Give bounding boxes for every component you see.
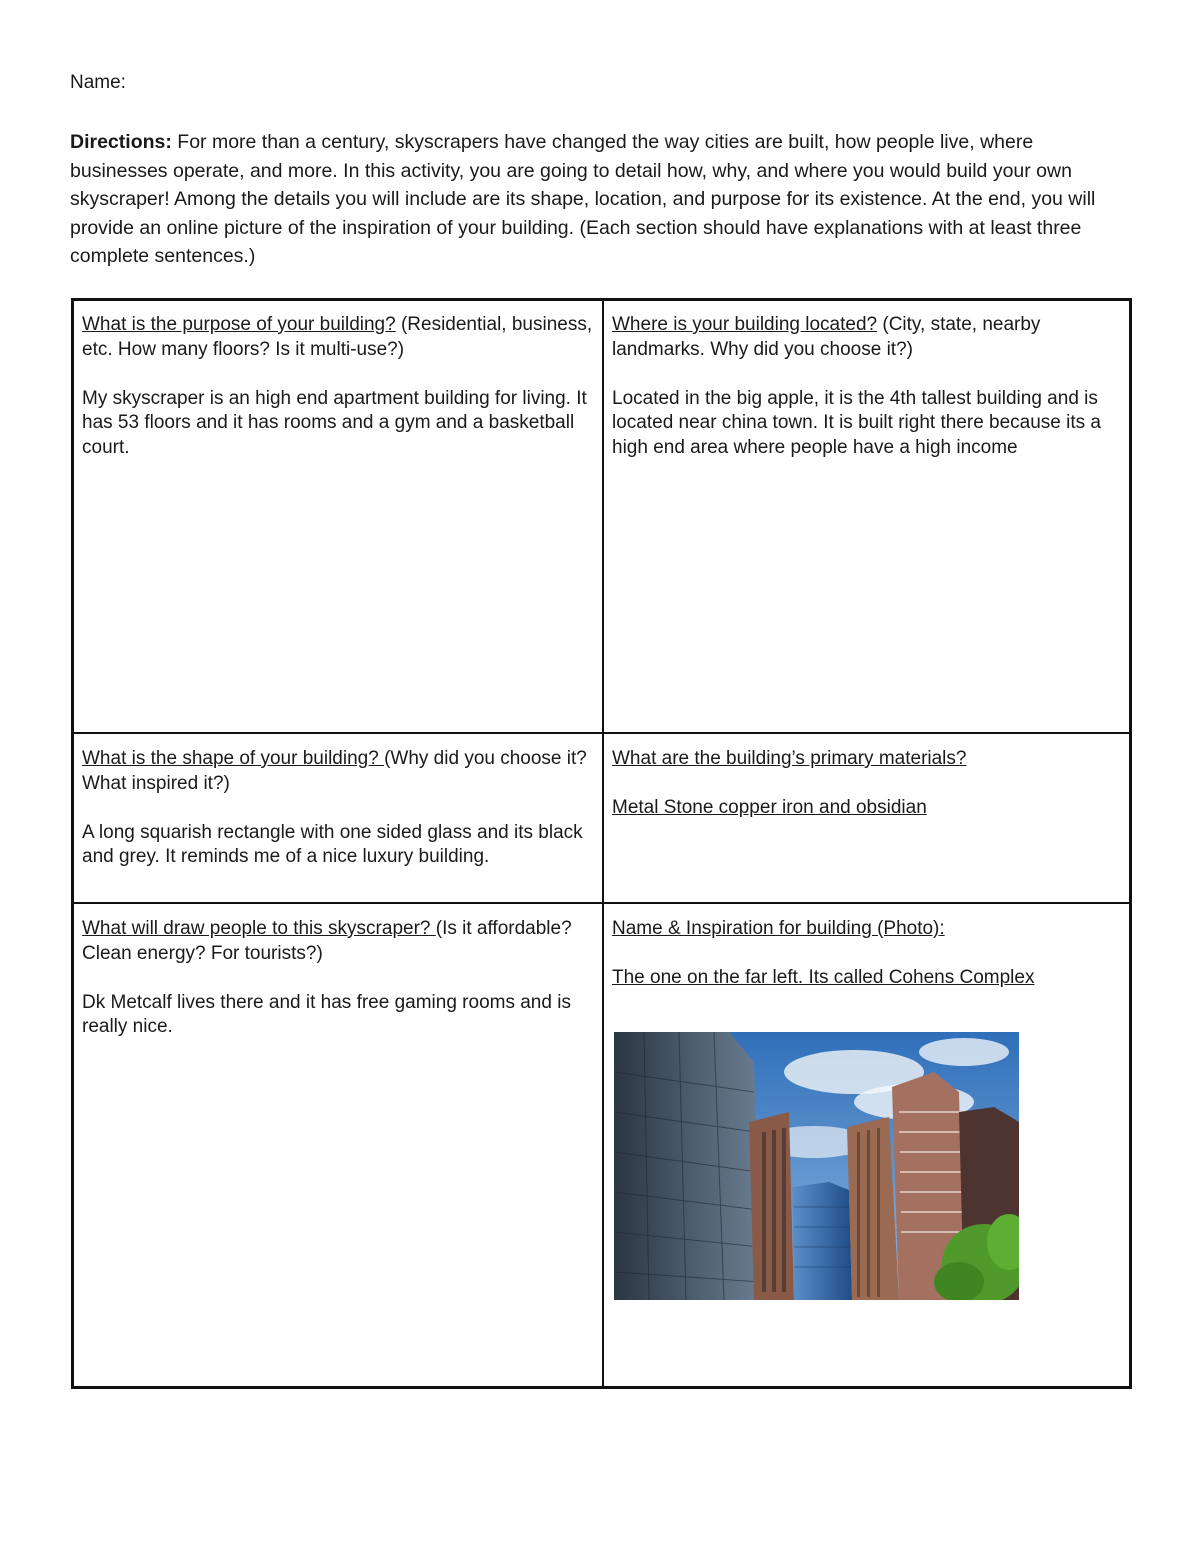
cell-materials [604,747,1129,821]
cell-draw [74,917,602,1040]
inspiration-photo [614,1032,1019,1300]
worksheet-grid [71,298,1132,1389]
center-blue-tower [792,1182,852,1300]
purpose-hint: (Residential, business, etc. How many floors? Is it multi-use?) [82,314,593,360]
directions [70,128,1135,271]
draw-answer: Dk Metcalf lives there and it has free gaming rooms and is really nice. [82,991,571,1037]
directions-text: For more than a century, skyscrapers have changed the way cities are built, how people live, where businesses operate, and more. In this activity, you are going to detail how, why, and where you would build your own skyscraper! Among the details you will include are its shape, location, and purpose for its existence. At the end, you will provide an online picture of the inspiration of your building. (Each section should have explanations with at least three complete sentences.) [70,131,1096,268]
shape-question: What is the shape of your building? [82,748,385,769]
shape-answer: A long squarish rectangle with one sided glass and its black and grey. It reminds me of a nice luxury building. [82,821,583,867]
brown-building [749,1112,794,1300]
inspiration-question: Name & Inspiration for building (Photo): [612,918,945,939]
materials-answer: Metal Stone copper iron and obsidian [612,797,927,818]
grid-row-divider-1 [74,732,1129,734]
grid-row-divider-2 [74,902,1129,904]
location-question: Where is your building located? [612,314,878,335]
shape-hint: (Why did you choose it? What inspired it?) [82,748,587,794]
directions-label: Directions: [70,131,172,153]
purpose-question: What is the purpose of your building? [82,314,396,335]
cell-location [604,313,1129,460]
cell-inspiration [604,917,1129,1387]
cell-shape [74,747,602,870]
name-line: Name: [70,72,126,93]
location-answer: Located in the big apple, it is the 4th tallest building and is located near china town. It is built right there because its a high end area where people have a high income [612,387,1101,458]
location-hint: (City, state, nearby landmarks. Why did you choose it?) [612,314,1041,360]
left-glass-tower [614,1032,762,1300]
draw-hint: (Is it affordable? Clean energy? For tourists?) [82,918,572,964]
purpose-answer: My skyscraper is an high end apartment building for living. It has 53 floors and it has rooms and a gym and a basketball court. [82,387,587,458]
cell-purpose [74,313,602,460]
inspiration-answer: The one on the far left. Its called Cohens Complex [612,967,1035,988]
draw-question: What will draw people to this skyscraper? [82,918,436,939]
materials-question: What are the building’s primary materials? [612,748,967,769]
